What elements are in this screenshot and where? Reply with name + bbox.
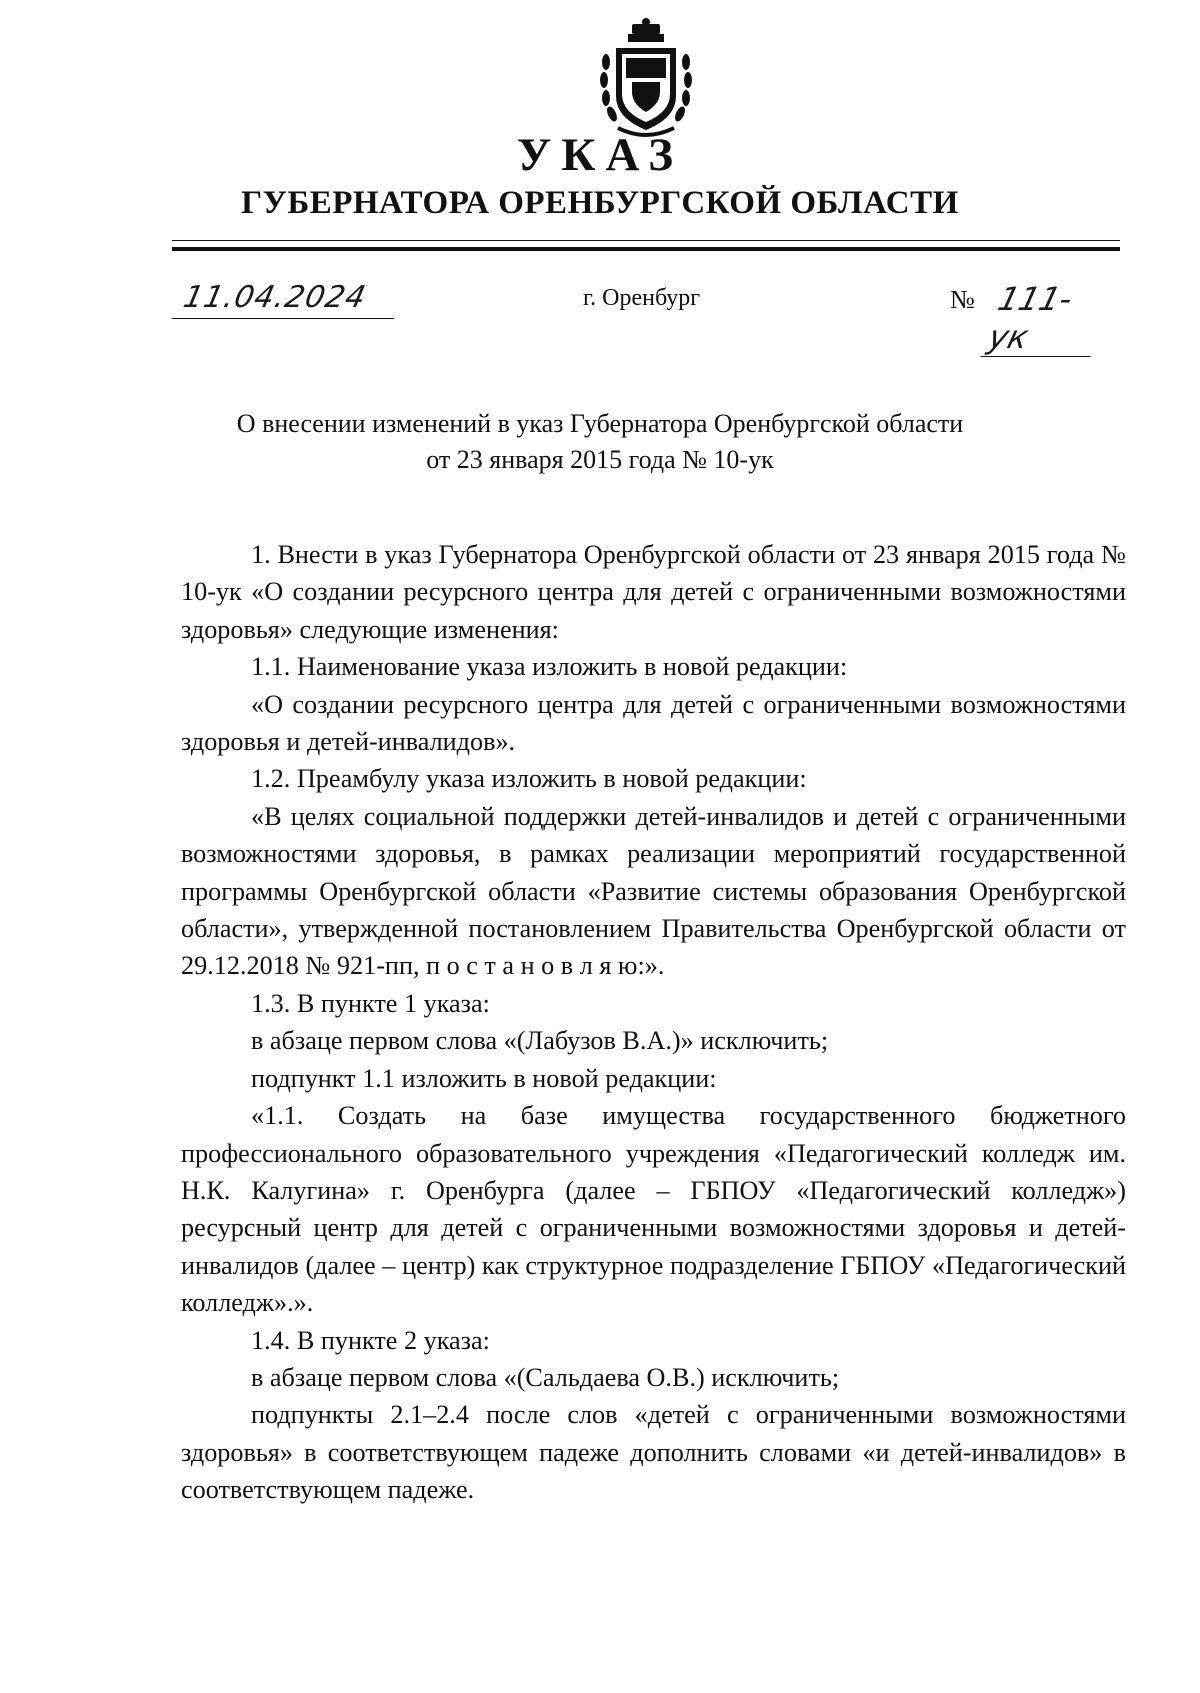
- paragraph: подпункты 2.1–2.4 после слов «детей с ограниченными возможностями здоровья» в соответствующем падеже дополнить словами «и детей-инвалидов» в соответствующем падеже.: [181, 1400, 1126, 1505]
- paragraph: 1.4. В пункте 2 указа:: [251, 1325, 490, 1355]
- decree-number-field: [950, 280, 1100, 356]
- paragraph: 1. Внести в указ Губернатора Оренбургской области от 23 января 2015 года № 10-ук «О создании ресурсного центра для детей с ограниченными возможностями здоровья» следующие изменения:: [181, 540, 1126, 644]
- header-divider-thick: [172, 247, 1120, 251]
- paragraph: 1.2. Преамбулу указа изложить в новой редакции:: [251, 764, 807, 794]
- city-label: г. Оренбург: [583, 285, 701, 311]
- number-sign: №: [950, 285, 975, 314]
- paragraph: [181, 798, 1126, 985]
- paragraph: «О создании ресурсного центра для детей с ограниченными возможностями здоровья и детей-инвалидов».: [181, 689, 1126, 757]
- decree-subject: [0, 406, 1200, 478]
- paragraph: в абзаце первом слова «(Лабузов В.А.)» исключить;: [251, 1026, 829, 1056]
- issuer-title: ГУБЕРНАТОРА ОРЕНБУРГСКОЙ ОБЛАСТИ: [241, 185, 959, 221]
- decree-body: [181, 536, 1126, 1509]
- header-divider-thin: [172, 240, 1120, 241]
- paragraph: 1.3. В пункте 1 указа:: [251, 988, 490, 1018]
- handwritten-date: 11.04.2024: [180, 280, 370, 315]
- paragraph-text: «В целях социальной поддержки детей-инвалидов и детей с ограниченными возможностями здоровья, в рамках реализации мероприятий государственной программы Оренбургской области «Развитие системы образования Оренбургской области», утвержденной постановлением Правительства Оренбургской области от 29.12.2018 № 921-пп,: [181, 801, 1126, 981]
- handwritten-number: 111-ук: [980, 280, 1109, 357]
- decree-subject-line: от 23 января 2015 года № 10-ук: [426, 445, 774, 474]
- paragraph: подпункт 1.1 изложить в новой редакции:: [251, 1063, 717, 1093]
- coat-of-arms-icon: [592, 18, 700, 144]
- date-field: [172, 280, 394, 319]
- paragraph: в абзаце первом слова «(Сальдаева О.В.) исключить;: [251, 1362, 840, 1392]
- resolution-word: п о с т а н о в л я ю:».: [426, 951, 665, 981]
- paragraph: «1.1. Создать на базе имущества государственного бюджетного профессионального образовательного учреждения «Педагогический колледж им. Н.К. Калугина» г. Оренбурга (далее – ГБПОУ «Педагогический колледж») ресурсный центр для детей с ограниченными возможностями здоровья и детей-инвалидов (далее – центр) как структурное подразделение ГБПОУ «Педагогический колледж».».: [181, 1101, 1126, 1318]
- paragraph: 1.1. Наименование указа изложить в новой редакции:: [251, 652, 848, 682]
- document-title: УКАЗ: [516, 129, 684, 181]
- decree-subject-line: О внесении изменений в указ Губернатора Оренбургской области: [236, 409, 964, 438]
